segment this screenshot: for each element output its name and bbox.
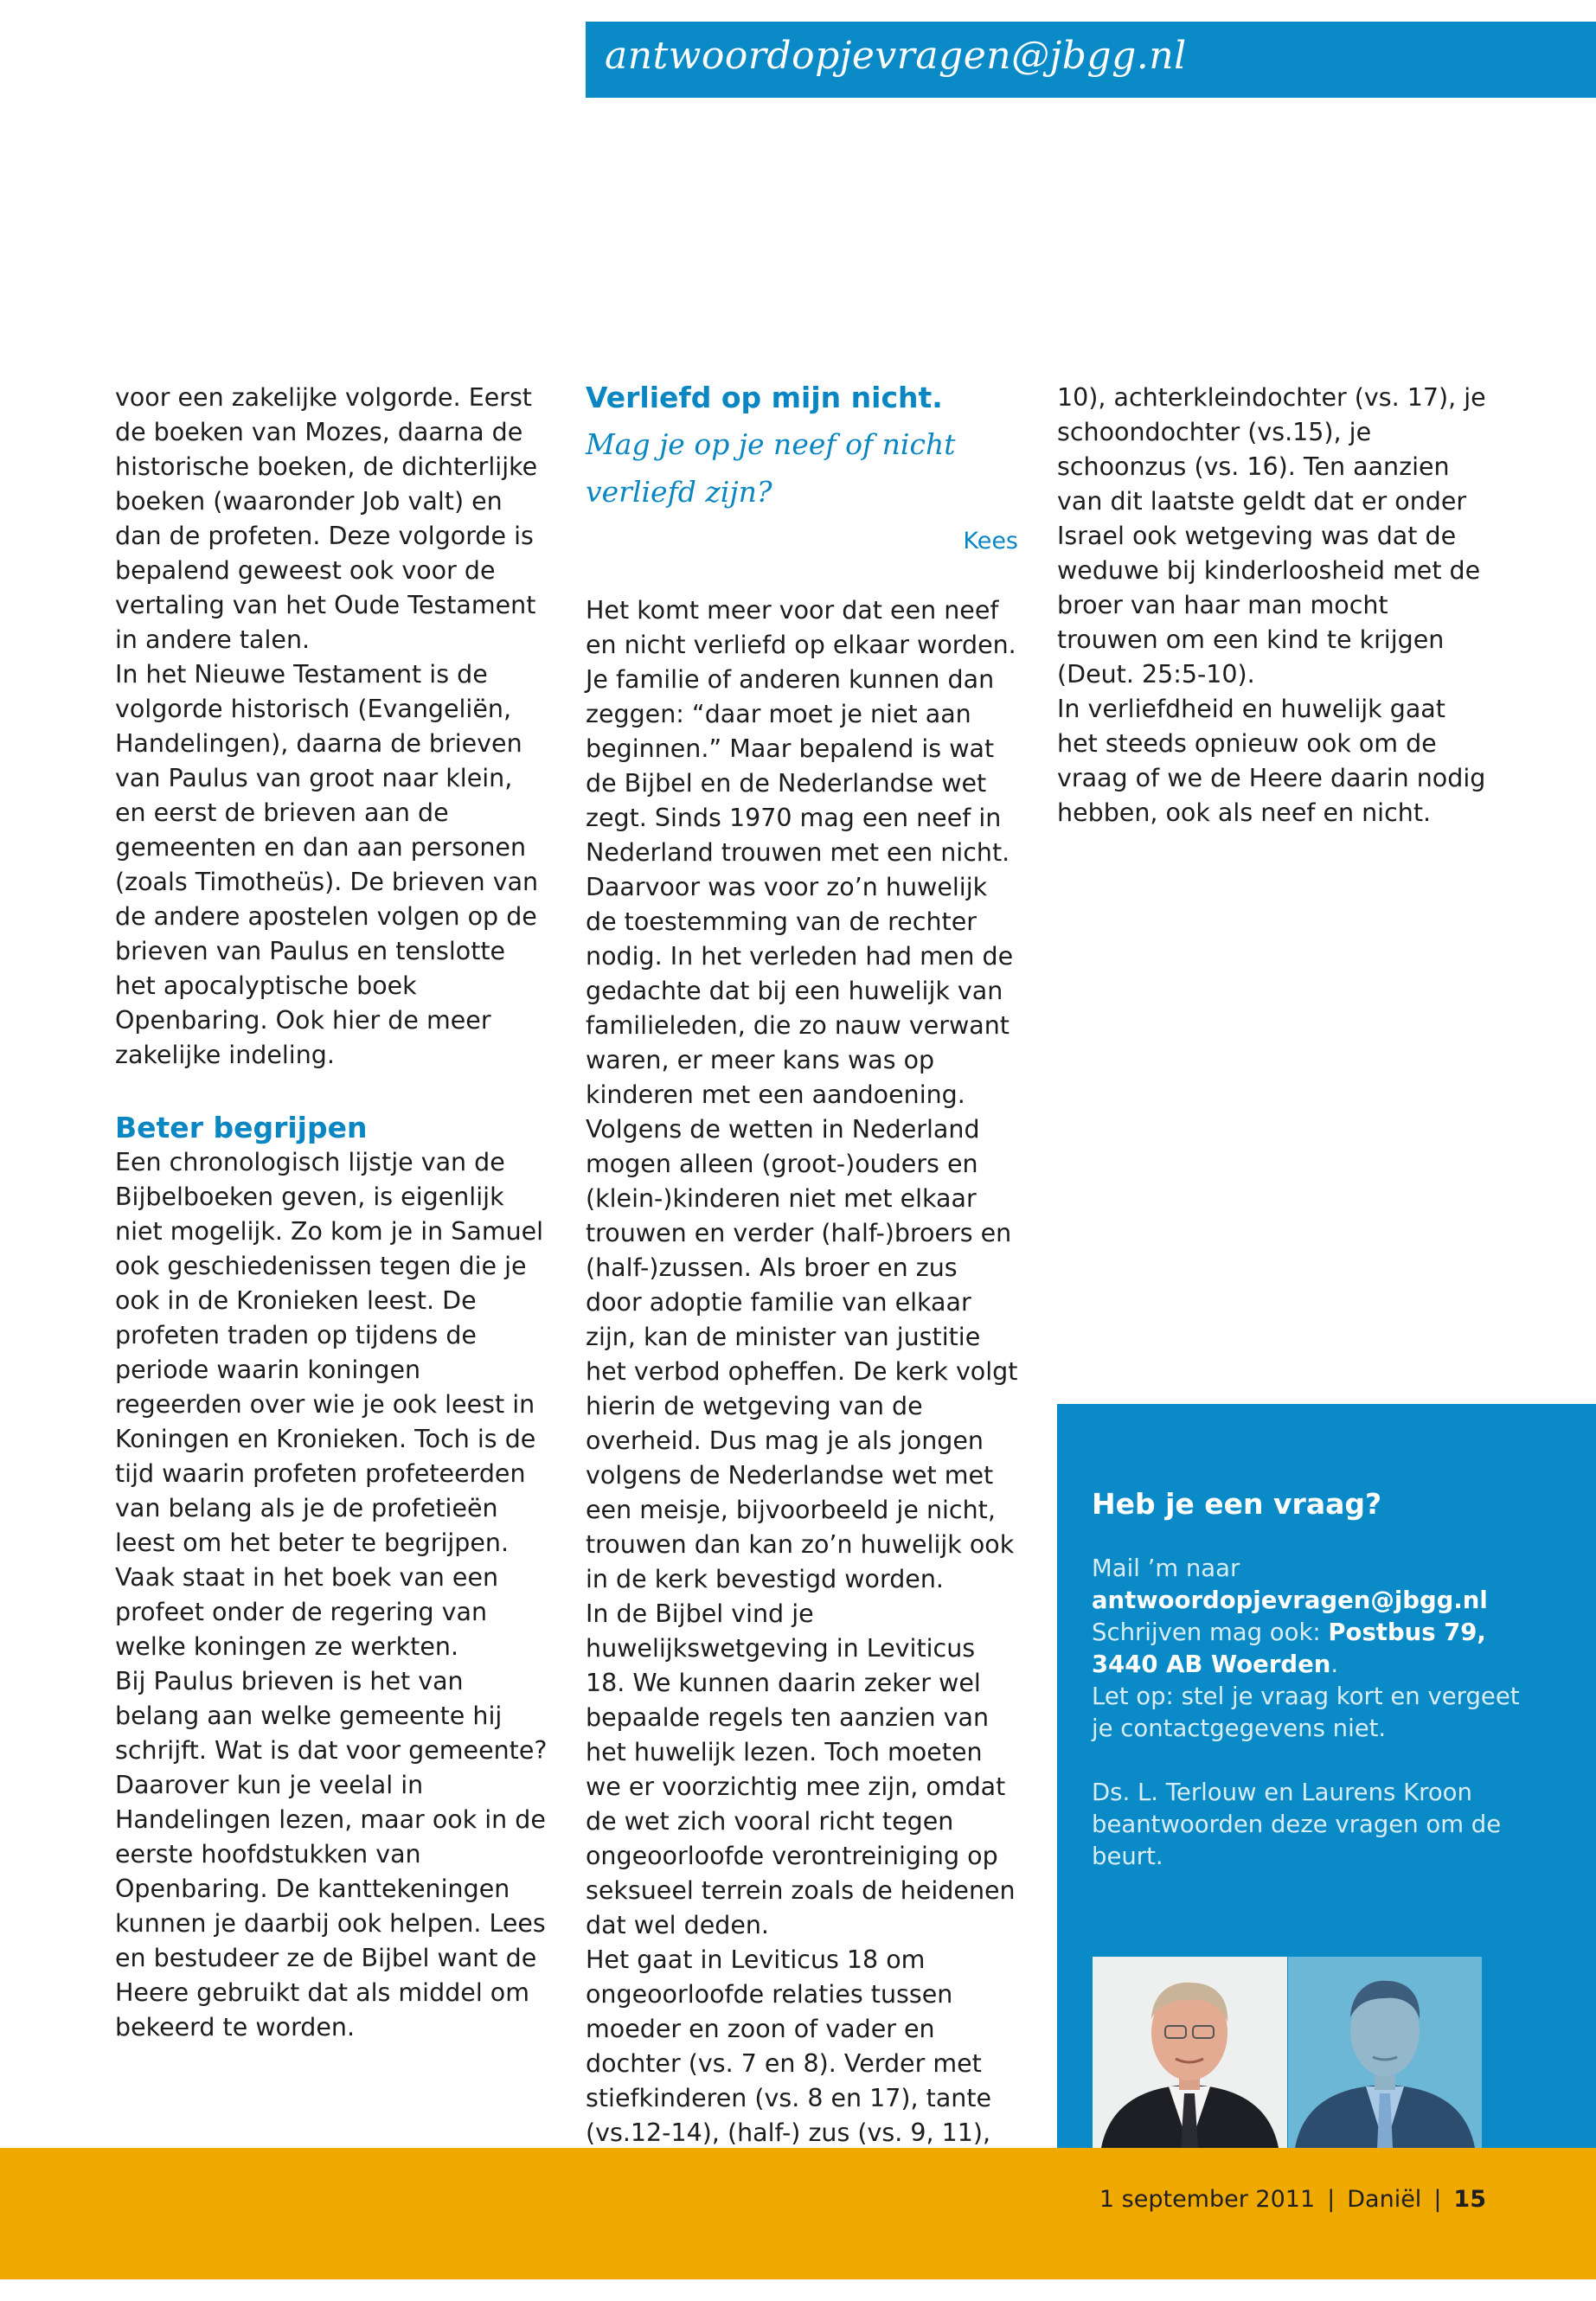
column-3 <box>1057 381 1490 830</box>
infobox-mail-line: Mail ’m naar <box>1092 1554 1240 1582</box>
col1-paragraph-3: Een chronologisch lijstje van de Bijbelboeken geven, is eigenlijk niet mogelijk. Zo kom je in Samuel ook geschiedenissen tegen die je ook in de Kronieken leest. De profeten traden op tijdens de periode waarin koningen regeerden over wie je ook leest in Koningen en Kronieken. Toch is de tijd waarin profeten profeteerden van belang als je de profetieën leest om het beter te begrijpen. Vaak staat in het boek van een profeet onder de regering van welke koningen ze werkten. <box>115 1148 544 1661</box>
col2-paragraph-2: Volgens de wetten in Nederland mogen alleen (groot-)ouders en (klein-)kinderen niet met elkaar trouwen en verder (half-)broers en (half-)zussen. Als broer en zus door adoptie familie van elkaar zijn, kan de minister van justitie het verbod opheffen. De kerk volgt hierin de wetgeving van de overheid. Dus mag je als jongen volgens de Nederlandse wet met een meisje, bijvoorbeeld je nicht, trouwen dan kan zo’n huwelijk ook in de kerk bevestigd worden. <box>586 1115 1018 1593</box>
portrait-2-illustration <box>1288 1957 1482 2148</box>
footer-page-number: 15 <box>1453 2186 1486 2213</box>
infobox-title: Heb je een vraag? <box>1092 1487 1382 1521</box>
footer-bar <box>0 2148 1596 2279</box>
col1-paragraph-1: voor een zakelijke volgorde. Eerst de boeken van Mozes, daarna de historische boeken, de dichterlijke boeken (waaronder Job valt) en dan de profeten. Deze volgorde is bepalend geweest ook voor de vertaling van het Oude Testament in andere talen. <box>115 383 538 654</box>
footer-separator-2: | <box>1433 2186 1442 2213</box>
col1-paragraph-2: In het Nieuwe Testament is de volgorde historisch (Evangeliën, Handelingen), daarna de brieven van Paulus van groot naar klein, en eerst de brieven aan de gemeenten en dan aan personen (zoals Timotheüs). De brieven van de andere apostelen volgen op de brieven van Paulus en tenslotte het apocalyptische boek Openbaring. Ook hier de meer zakelijke indeling. <box>115 660 539 1069</box>
col3-paragraph-1: 10), achterkleindochter (vs. 17), je schoondochter (vs.15), je schoonzus (vs. 16). Ten aanzien van dit laatste geldt dat er onder Israel ook wetgeving was dat de weduwe bij kinderloosheid met de broer van haar man mocht trouwen om een kind te krijgen (Deut. 25:5-10). <box>1057 383 1486 689</box>
header-email: antwoordopjevragen@jbgg.nl <box>605 34 1187 78</box>
col2-paragraph-1: Het komt meer voor dat een neef en nicht verliefd op elkaar worden. Je familie of anderen kunnen dan zeggen: “daar moet je niet aan beginnen.” Maar bepalend is wat de Bijbel en de Nederlandse wet zegt. Sinds 1970 mag een neef in Nederland trouwen met een nicht. Daarvoor was voor zo’n huwelijk de toestemming van de rechter nodig. In het verleden had men de gedachte dat bij een huwelijk van familieleden, die zo nauw verwant waren, er meer kans was op kinderen met een aandoening. <box>586 596 1016 1109</box>
section-heading-beter-begrijpen: Beter begrijpen <box>115 1111 368 1144</box>
footer-info <box>1099 2186 1486 2213</box>
infobox-body <box>1092 1553 1542 1873</box>
portrait-1-illustration <box>1093 1957 1287 2148</box>
column-1 <box>115 381 548 2045</box>
portrait-photo-2 <box>1288 1957 1482 2148</box>
col3-paragraph-2: In verliefdheid en huwelijk gaat het steeds opnieuw ook om de vraag of we de Heere daarin nodig hebben, ook als neef en nicht. <box>1057 695 1486 827</box>
article-question: Mag je op je neef of nicht verliefd zijn? <box>586 427 956 509</box>
infobox-answerers: Ds. L. Terlouw en Laurens Kroon beantwoorden deze vragen om de beurt. <box>1092 1779 1502 1870</box>
footer-date: 1 september 2011 <box>1099 2186 1316 2213</box>
col2-paragraph-3: In de Bijbel vind je huwelijkswetgeving in Leviticus 18. We kunnen daarin zeker wel bepaalde regels ten aanzien van het huwelijk lezen. Toch moeten we er voorzichtig mee zijn, omdat de wet zich vooral richt tegen ongeoorloofde verontreiniging op seksueel terrein zoals de heidenen dat wel deden. <box>586 1599 1016 1939</box>
article-heading: Verliefd op mijn nicht. <box>586 381 943 414</box>
infobox-address-line: Schrijven mag ook: Postbus 79, 3440 AB Woerden. <box>1092 1618 1486 1678</box>
column-2 <box>586 381 1018 2185</box>
infobox-address: Postbus 79, 3440 AB Woerden <box>1092 1618 1486 1678</box>
col2-paragraph-4: Het gaat in Leviticus 18 om ongeoorloofde relaties tussen moeder en zoon of vader en dochter (vs. 7 en 8). Verder met stiefkinderen (vs. 8 en 17), tante (vs.12-14), (half-) zus (vs. 9, 11), <box>586 1945 992 2147</box>
portrait-photo-1 <box>1093 1957 1287 2148</box>
infobox-email-link[interactable]: antwoordopjevragen@jbgg.nl <box>1092 1586 1488 1614</box>
footer-separator-1: | <box>1327 2186 1336 2213</box>
asker-name: Kees <box>963 528 1018 554</box>
col1-paragraph-4: Bij Paulus brieven is het van belang aan welke gemeente hij schrijft. Wat is dat voor gemeente? Daarover kun je veelal in Handelingen lezen, maar ook in de eerste hoofdstukken van Openbaring. De kanttekeningen kunnen je daarbij ook helpen. Lees en bestudeer ze de Bijbel want de Heere gebruikt dat als middel om bekeerd te worden. <box>115 1667 548 2041</box>
footer-magazine: Daniël <box>1347 2186 1422 2213</box>
header-bar <box>586 22 1596 98</box>
infobox-note: Let op: stel je vraag kort en vergeet je contactgegevens niet. <box>1092 1682 1520 1742</box>
